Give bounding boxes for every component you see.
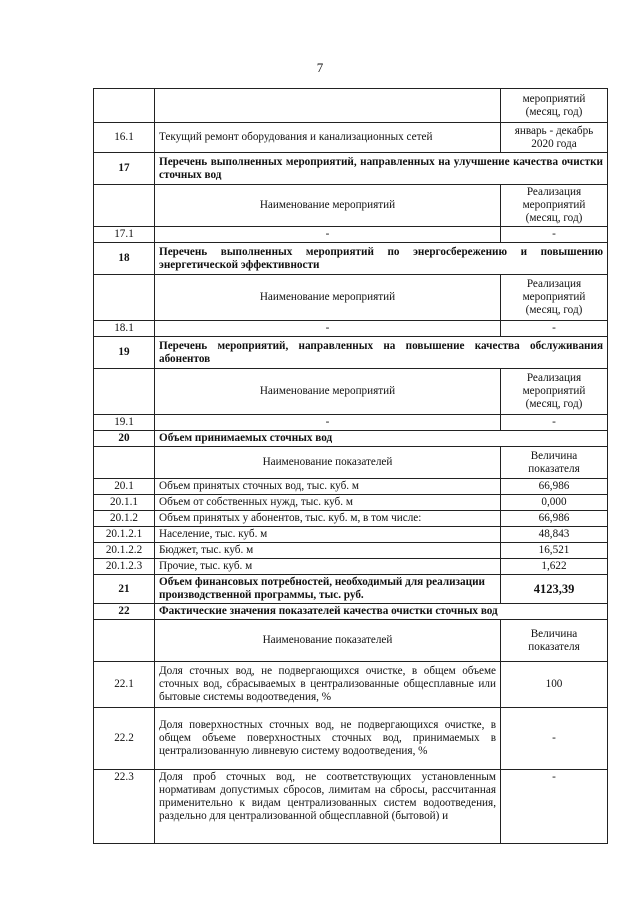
row-value: мероприятий (месяц, год): [501, 89, 608, 123]
row-value: -: [501, 321, 608, 337]
table-row: [94, 275, 608, 321]
row-number: 20: [94, 431, 155, 447]
table-row: [94, 559, 608, 575]
row-value: -: [501, 227, 608, 243]
row-value: Величина показателя: [501, 620, 608, 662]
row-number: 22.1: [94, 662, 155, 708]
row-number: 18.1: [94, 321, 155, 337]
table-row: [94, 708, 608, 770]
row-description: Перечень выполненных мероприятий по энергосбережению и повышению энергетической эффективности: [155, 243, 608, 275]
row-value: -: [501, 708, 608, 770]
row-description: Объем финансовых потребностей, необходимый для реализации производственной программы, тыс. руб.: [155, 575, 501, 604]
row-number: [94, 89, 155, 123]
row-description: Доля поверхностных сточных вод, не подвергающихся очистке, в общем объеме поверхностных сточных вод, принимаемых в централизованную ливневую систему водоотведения, %: [155, 708, 501, 770]
row-value: 16,521: [501, 543, 608, 559]
row-number: [94, 620, 155, 662]
row-description: Доля проб сточных вод, не соответствующих установленным нормативам допустимых сбросов, лимитам на сбросы, рассчитанная применительно к видам централизованных систем водоотведения, раздельно для централизованной общесплавной (бытовой) и: [155, 770, 501, 844]
table-row: [94, 337, 608, 369]
row-description: Наименование мероприятий: [155, 275, 501, 321]
row-description: Текущий ремонт оборудования и канализационных сетей: [155, 123, 501, 153]
row-number: 22.2: [94, 708, 155, 770]
report-table: [93, 88, 608, 844]
row-description: Фактические значения показателей качества очистки сточных вод: [155, 604, 608, 620]
row-number: 17.1: [94, 227, 155, 243]
row-number: [94, 185, 155, 227]
row-number: 19.1: [94, 415, 155, 431]
row-description: Объем принимаемых сточных вод: [155, 431, 608, 447]
table-row: [94, 495, 608, 511]
row-value: Реализация мероприятий (месяц, год): [501, 275, 608, 321]
table-row: [94, 527, 608, 543]
row-value: Реализация мероприятий (месяц, год): [501, 369, 608, 415]
table-row: [94, 321, 608, 337]
row-description: Наименование показателей: [155, 447, 501, 479]
table-row: [94, 369, 608, 415]
row-value: 48,843: [501, 527, 608, 543]
table-row: [94, 662, 608, 708]
table-row: [94, 447, 608, 479]
row-value: 66,986: [501, 479, 608, 495]
row-description: Наименование мероприятий: [155, 185, 501, 227]
row-number: 19: [94, 337, 155, 369]
row-description: -: [155, 321, 501, 337]
row-number: 22.3: [94, 770, 155, 844]
row-description: Бюджет, тыс. куб. м: [155, 543, 501, 559]
page-number: 7: [316, 60, 324, 75]
table-row: [94, 770, 608, 844]
row-description: Наименование мероприятий: [155, 369, 501, 415]
row-number: 20.1.2.2: [94, 543, 155, 559]
table-row: [94, 431, 608, 447]
row-description: -: [155, 227, 501, 243]
row-description: Население, тыс. куб. м: [155, 527, 501, 543]
table-row: [94, 511, 608, 527]
row-number: 20.1.2: [94, 511, 155, 527]
row-number: [94, 369, 155, 415]
table-row: [94, 89, 608, 123]
row-description: Доля сточных вод, не подвергающихся очистке, в общем объеме сточных вод, сбрасываемых в централизованные общесплавные или бытовые системы водоотведения, %: [155, 662, 501, 708]
row-description: Наименование показателей: [155, 620, 501, 662]
row-number: [94, 275, 155, 321]
table-row: [94, 604, 608, 620]
row-description: Объем от собственных нужд, тыс. куб. м: [155, 495, 501, 511]
row-number: 20.1: [94, 479, 155, 495]
row-value: 4123,39: [501, 575, 608, 604]
row-value: -: [501, 770, 608, 844]
row-value: Величина показателя: [501, 447, 608, 479]
row-value: 100: [501, 662, 608, 708]
row-description: Перечень выполненных мероприятий, направленных на улучшение качества очистки сточных вод: [155, 153, 608, 185]
table-row: [94, 415, 608, 431]
row-value: январь - декабрь 2020 года: [501, 123, 608, 153]
row-number: 20.1.2.1: [94, 527, 155, 543]
row-number: 16.1: [94, 123, 155, 153]
row-number: 18: [94, 243, 155, 275]
row-description: -: [155, 415, 501, 431]
table-row: [94, 153, 608, 185]
table-row: [94, 227, 608, 243]
row-number: [94, 447, 155, 479]
row-number: 17: [94, 153, 155, 185]
row-value: 1,622: [501, 559, 608, 575]
row-value: -: [501, 415, 608, 431]
row-description: Прочие, тыс. куб. м: [155, 559, 501, 575]
row-description: Объем принятых у абонентов, тыс. куб. м, в том числе:: [155, 511, 501, 527]
row-number: 20.1.1: [94, 495, 155, 511]
table-row: [94, 620, 608, 662]
table-row: [94, 123, 608, 153]
row-number: 20.1.2.3: [94, 559, 155, 575]
row-description: [155, 89, 501, 123]
row-value: Реализация мероприятий (месяц, год): [501, 185, 608, 227]
table-row: [94, 479, 608, 495]
table-row: [94, 185, 608, 227]
row-description: Объем принятых сточных вод, тыс. куб. м: [155, 479, 501, 495]
row-description: Перечень мероприятий, направленных на повышение качества обслуживания абонентов: [155, 337, 608, 369]
row-number: 21: [94, 575, 155, 604]
table-row: [94, 243, 608, 275]
row-number: 22: [94, 604, 155, 620]
row-value: 0,000: [501, 495, 608, 511]
row-value: 66,986: [501, 511, 608, 527]
table-row: [94, 575, 608, 604]
table-row: [94, 543, 608, 559]
